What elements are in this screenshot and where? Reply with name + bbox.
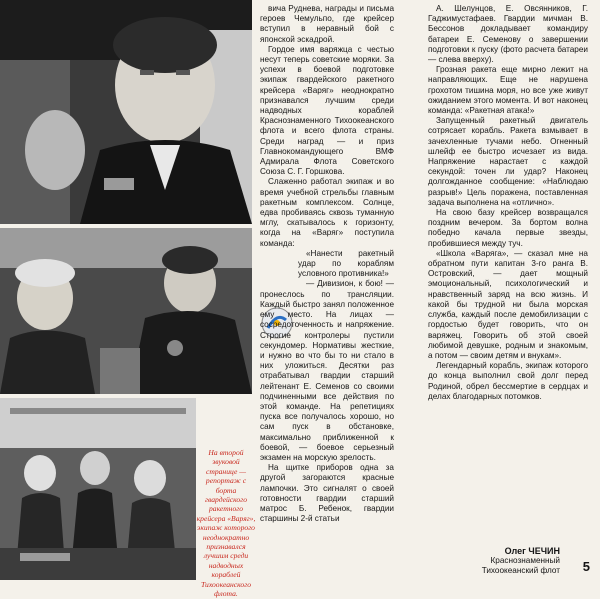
photo-caption: На второй звуковой странице — репортаж с борта гвардейского ракетного крейсера «Варяг», экипаж которого неоднократно признавался лучшим среди надводных кораблей Тихоокеанского флота. bbox=[196, 448, 256, 599]
paragraph: На свою базу крейсер возвращался поздним вечером. За бортом волна победно качала первые звезды, пробившиеся между туч. bbox=[428, 208, 588, 248]
article-column-2 bbox=[428, 4, 588, 402]
author-affiliation-line1: Краснознаменный bbox=[490, 556, 560, 565]
paragraph: «Школа «Варяга», — сказал мне на обратном пути капитан 3-го ранга В. Островский, — дает мощный эмоциональный, психологический и нравственный заряд на всю жизнь. И какой бы трудной ни была морская служба, каждый после демобилизации с гордостью будет говорить, что он варяжец. Говорить об этой своей любимой девушке, родным и знакомым, а потом — своим детям и внукам». bbox=[428, 248, 588, 360]
paragraph: На щитке приборов одна за другой загораются красные лампочки. Это сигналят о своей готовности гвардии старший матрос Б. Ребенок, гвардии старшины 2-й статьи bbox=[260, 463, 394, 524]
author-name: Олег ЧЕЧИН bbox=[504, 546, 560, 556]
sailors-control-panel-photo bbox=[0, 228, 252, 394]
sailors-consoles-photo bbox=[0, 398, 196, 580]
paragraph: — Дивизион, к бою! — пронеслось по трансляции. Каждый быстро занял положенное ему место. На лицах — сосредоточенность и напряжение. Строгие контролеры пустили секундомер. Нормативы жесткие, и нужно во что бы то ни стало в них уложиться. Десятки раз отрабатывал гвардии старший лейтенант Е. Семенов со своими подчиненными все действия по этой команде. На репетициях пуска все получалось хорошо, но сам пуск в обстановке, максимально приближенной к боевой, — боевое серьезный экзамен на морскую зрелость. bbox=[260, 279, 394, 462]
paragraph: вича Руднева, награды и письма героев Чемульпо, где крейсер вступил в неравный бой с японской эскадрой. bbox=[260, 4, 394, 44]
badge-spacer bbox=[260, 249, 298, 289]
paragraph: Легендарный корабль, экипаж которого до конца выполнил свой долг перед Родиной, обрел бессмертие в сердцах и делах благодарных потомков. bbox=[428, 361, 588, 401]
paragraph: Грозная ракета еще мирно лежит на направляющих. Еще не нарушена грохотом тишина моря, но все уже живут ожиданием этого момента. И вот наконец команда: «Ракетная атака!» bbox=[428, 65, 588, 116]
officer-portrait-photo bbox=[0, 0, 252, 224]
command-quote: «Нанести ракетный удар по кораблям условного противника!» bbox=[298, 248, 394, 279]
paragraph: Гордое имя варяжца с честью несут теперь советские моряки. За успехи в боевой подготовке экипаж гвардейского ракетного крейсера «Варяг» неоднократно признавался лучшим среди надводных кораблей Краснознаменного Тихоокеанского флота и всего флота страны. Среди наград — и приз Главнокомандующего ВМФ Адмирала Флота Советского Союза С. Г. Горшкова. bbox=[260, 44, 394, 177]
page-number: 5 bbox=[582, 559, 590, 574]
author-signature bbox=[482, 546, 560, 576]
author-affiliation-line2: Тихоокеанский флот bbox=[481, 566, 560, 575]
paragraph: Запущенный ракетный двигатель сотрясает корабль. Ракета взмывает в зачехленные тучами небо. Огненный шлейф ее быстро исчезает из вида. Напряжение нарастает с каждой секундой: точен ли удар? Наконец долгожданное сообщение: «Наблюдаю разрыв!» Цель поражена, поставленная задача выполнена на «отлично». bbox=[428, 116, 588, 207]
article-column-1 bbox=[260, 4, 394, 524]
paragraph: Слаженно работал экипаж и во время учебной стрельбы главным ракетным комплексом. Солнце, едва пробиваясь сквозь туманную мглу, скатывалось к горизонту, когда на «Варяг» поступила команда: bbox=[260, 177, 394, 248]
paragraph: А. Шелунцов, Е. Овсянников, Г. Гаджимустафаев. Гвардии мичман В. Бессонов докладывает командиру батареи Е. Семенову о завершении подготовки к пуску (фото расчета батареи — слева вверху). bbox=[428, 4, 588, 65]
